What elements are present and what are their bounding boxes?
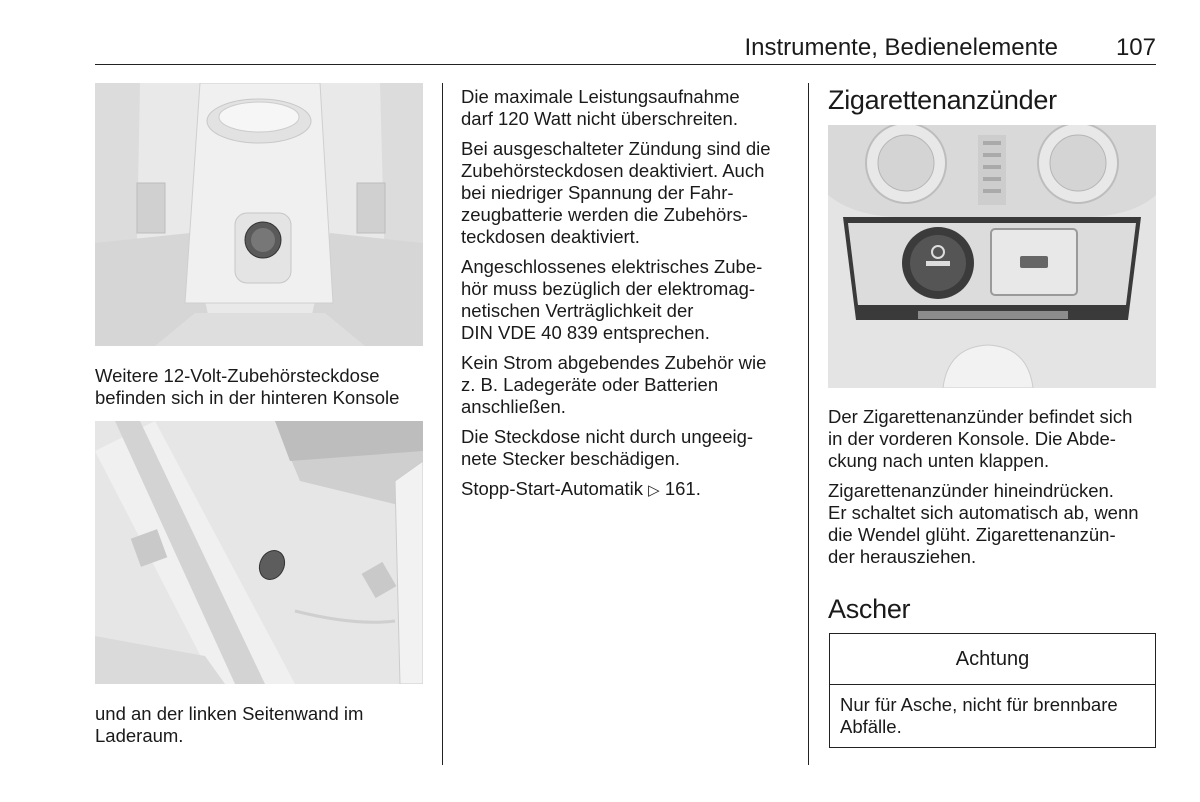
- text-line: Zigarettenanzünder hineindrücken.: [828, 480, 1114, 501]
- text-line: die Wendel glüht. Zigarettenanzün-: [828, 524, 1116, 545]
- text-line: der herausziehen.: [828, 546, 977, 567]
- header-rule: [95, 64, 1156, 65]
- text-line: befinden sich in der hinteren Konsole: [95, 387, 400, 408]
- text-line: Die maximale Leistungsaufnahme: [461, 86, 740, 107]
- text-line: netischen Verträglichkeit der: [461, 300, 694, 321]
- cross-reference-stop-start[interactable]: [461, 478, 801, 502]
- text-line: Laderaum.: [95, 725, 184, 746]
- text-line: Die Steckdose nicht durch ungeeig-: [461, 426, 754, 447]
- cross-reference-page: 161.: [664, 478, 701, 499]
- text-line: Bei ausgeschalteter Zündung sind die: [461, 138, 771, 159]
- paragraph-emc: [461, 256, 801, 344]
- xref-arrow-icon: ▷: [648, 482, 660, 499]
- paragraph-lighter-location: [828, 406, 1158, 472]
- text-line: und an der linken Seitenwand im: [95, 703, 364, 724]
- warning-text: [830, 685, 1155, 738]
- column-separator-left: [442, 83, 443, 765]
- paragraph-ignition-off: [461, 138, 801, 248]
- running-header-title: Instrumente, Bedienelemente: [744, 34, 1058, 61]
- text-line: Er schaltet sich automatisch ab, wenn: [828, 502, 1139, 523]
- paragraph-max-power: [461, 86, 801, 130]
- text-line: anschließen.: [461, 396, 566, 417]
- paragraph-plug-damage: [461, 426, 801, 470]
- text-line: nete Stecker beschädigen.: [461, 448, 681, 469]
- text-line: Weitere 12-Volt-Zubehörsteckdose: [95, 365, 380, 386]
- text-line: zeugbatterie werden die Zubehörs-: [461, 204, 748, 225]
- page-number: 107: [1115, 34, 1156, 61]
- paragraph-no-power-supplying: [461, 352, 801, 418]
- text-line: Kein Strom abgebendes Zubehör wie: [461, 352, 767, 373]
- paragraph-lighter-usage: [828, 480, 1158, 568]
- warning-title: Achtung: [830, 634, 1155, 685]
- figure-load-compartment-socket: [95, 421, 423, 684]
- text-line: Nur für Asche, nicht für brennbare: [840, 694, 1118, 715]
- heading-ashtray: Ascher: [828, 594, 911, 624]
- right-column-text: [828, 406, 1158, 576]
- text-line: Abfälle.: [840, 716, 902, 737]
- caption-load-compartment: [95, 703, 363, 747]
- text-line: in der vorderen Konsole. Die Abde-: [828, 428, 1116, 449]
- text-line: hör muss bezüglich der elektromag-: [461, 278, 756, 299]
- text-line: darf 120 Watt nicht überschreiten.: [461, 108, 738, 129]
- figure-rear-console-socket: [95, 83, 423, 346]
- text-line: bei niedriger Spannung der Fahr-: [461, 182, 734, 203]
- text-line: Der Zigarettenanzünder befindet sich: [828, 406, 1133, 427]
- caption-rear-console: [95, 365, 399, 409]
- middle-column: [461, 86, 801, 510]
- text-line: teckdosen deaktiviert.: [461, 226, 640, 247]
- text-line: Angeschlossenes elektrisches Zube-: [461, 256, 763, 277]
- text-line: z. B. Ladegeräte oder Batterien: [461, 374, 719, 395]
- figure-cigarette-lighter: [828, 125, 1156, 388]
- warning-box: [829, 633, 1156, 748]
- column-separator-right: [808, 83, 809, 765]
- text-line: ckung nach unten klappen.: [828, 450, 1050, 471]
- heading-cigarette-lighter: Zigarettenanzünder: [828, 85, 1057, 115]
- cross-reference-label: Stopp-Start-Automatik: [461, 478, 643, 499]
- text-line: DIN VDE 40 839 entsprechen.: [461, 322, 710, 343]
- text-line: Zubehörsteckdosen deaktiviert. Auch: [461, 160, 765, 181]
